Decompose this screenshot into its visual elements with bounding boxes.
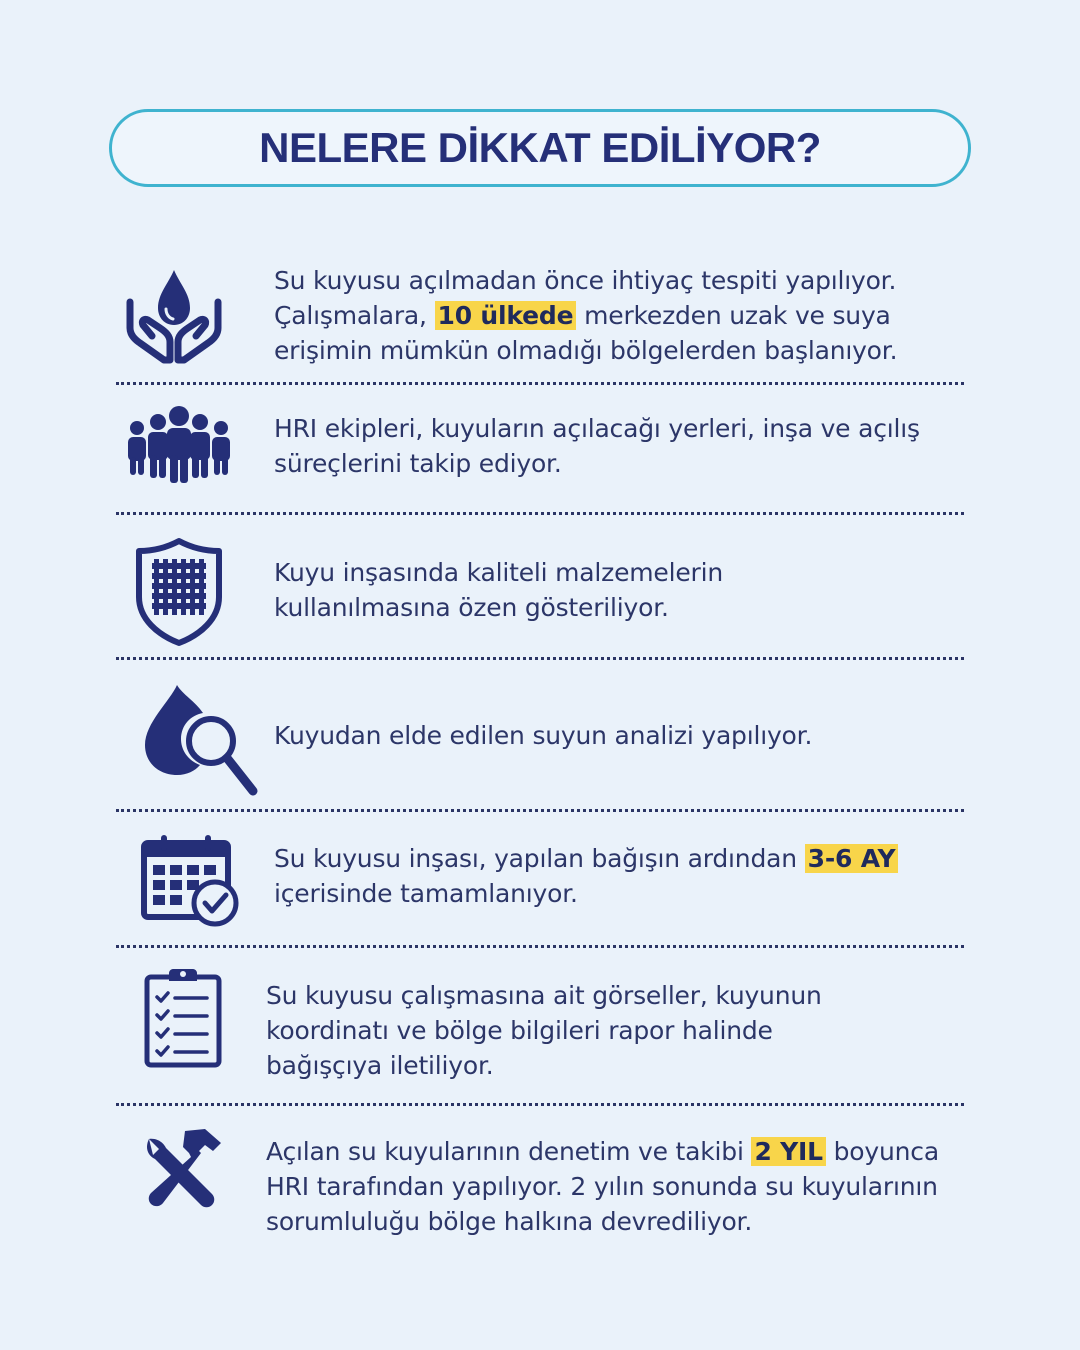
item-text-quality-materials: Kuyu inşasında kaliteli malzemelerin kullanılmasına özen gösteriliyor. <box>274 558 723 622</box>
item-text-water-analysis: Kuyudan elde edilen suyun analizi yapılıyor. <box>274 721 813 750</box>
divider <box>116 1103 964 1106</box>
highlight-2-years: 2 YIL <box>751 1137 825 1166</box>
water-drop-hands-icon <box>122 262 226 366</box>
divider <box>116 945 964 948</box>
divider <box>116 809 964 812</box>
item-text-teams-follow: HRI ekipleri, kuyuların açılacağı yerleri, inşa ve açılış süreçlerini takip ediyor. <box>274 414 920 478</box>
item-text-needs-assessment: Su kuyusu açılmadan önce ihtiyaç tespiti yapılıyor. Çalışmalara, 10 ülkede merkezden uzak ve suya erişimin mümkün olmadığı bölgelerden başlanıyor. <box>274 266 898 365</box>
divider <box>116 512 964 515</box>
shield-grid-icon <box>132 536 226 648</box>
highlight-10-countries: 10 ülkede <box>435 301 577 330</box>
highlight-3-6-months: 3-6 AY <box>805 844 899 873</box>
team-people-icon <box>122 404 236 486</box>
divider <box>116 382 964 385</box>
water-drop-magnifier-icon <box>136 680 260 800</box>
item-text-supervision: Açılan su kuyularının denetim ve takibi 2 YIL boyunca HRI tarafından yapılıyor. 2 yılın sonunda su kuyularının sorumluluğu bölge halkına devrediliyor. <box>266 1137 939 1236</box>
item-text-report: Su kuyusu çalışmasına ait görseller, kuyunun koordinatı ve bölge bilgileri rapor halinde bağışçıya iletiliyor. <box>266 981 822 1080</box>
divider <box>116 657 964 660</box>
title-banner <box>109 109 971 187</box>
page-title: NELERE DİKKAT EDİLİYOR? <box>259 124 821 171</box>
clipboard-checklist-icon <box>142 966 224 1070</box>
calendar-check-icon <box>138 832 242 928</box>
wrench-hammer-icon <box>140 1124 226 1210</box>
item-text-completion-time: Su kuyusu inşası, yapılan bağışın ardından 3-6 AY içerisinde tamamlanıyor. <box>274 841 914 911</box>
